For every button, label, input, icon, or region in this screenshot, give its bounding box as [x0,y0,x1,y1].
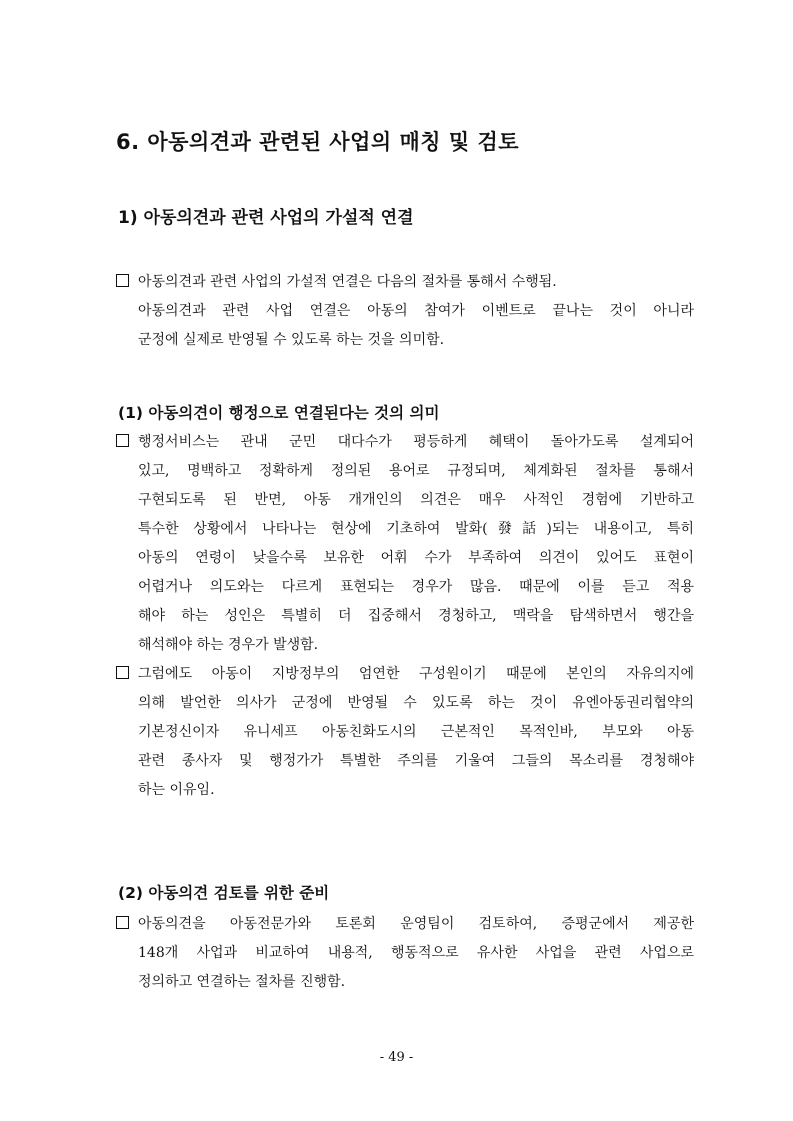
text-line: 정의하고 연결하는 절차를 진행함. [138,974,346,990]
text-line: 해야 하는 성인은 특별히 더 집중해서 경청하고, 맥락을 탐색하면서 행간을 [138,608,694,624]
checkbox-bullet-icon [116,274,129,287]
checkbox-bullet-icon [116,666,129,679]
text-line: 아동의 연령이 낮을수록 보유한 어휘 수가 부족하여 의견이 있어도 표현이 [138,550,694,566]
text-line: 그럼에도 아동이 지방정부의 엄연한 구성원이기 때문에 본인의 자유의지에 [116,660,694,689]
text-line: 아동의견과 관련 사업의 가설적 연결은 다음의 절차를 통해서 수행됨. [116,268,694,297]
text-line: 기본정신이자 유니세프 아동친화도시의 근본적인 목적인바, 부모와 아동 [138,724,694,740]
text-line: 어렵거나 의도와는 다르게 표현되는 경우가 많음. 때문에 이를 듣고 적용 [138,579,694,595]
subsection-heading-1: (1) 아동의견이 행정으로 연결된다는 것의 의미 [118,404,440,422]
text-line: 관련 종사자 및 행정가가 특별한 주의를 기울여 그들의 목소리를 경청해야 [138,753,694,769]
subsection1-paragraph-1 [116,428,694,660]
text-line: 아동의견을 아동전문가와 토론회 운영팀이 검토하여, 증평군에서 제공한 [116,910,694,939]
text-line: 148개 사업과 비교하여 내용적, 행동적으로 유사한 사업을 관련 사업으로 [138,945,694,961]
text-line: 하는 이유임. [138,782,215,798]
text-line: 있고, 명백하고 정확하게 정의된 용어로 규정되며, 체계화된 절차를 통해서 [138,463,694,479]
subsection2-paragraph-1 [116,910,694,997]
text-line: 해석해야 하는 경우가 발생함. [138,637,319,653]
main-heading: 6. 아동의견과 관련된 사업의 매칭 및 검토 [116,130,520,154]
section-heading-1: 1) 아동의견과 관련 사업의 가설적 연결 [118,208,414,228]
text-line: 행정서비스는 관내 군민 대다수가 평등하게 혜택이 돌아가도록 설계되어 [116,428,694,457]
text-line: 구현되도록 된 반면, 아동 개개인의 의견은 매우 사적인 경험에 기반하고 [138,492,694,508]
text-line: 군정에 실제로 반영될 수 있도록 하는 것을 의미함. [138,332,445,348]
subsection1-paragraph-2 [116,660,694,805]
text-line: 아동의견과 관련 사업 연결은 아동의 참여가 이벤트로 끝나는 것이 아니라 [138,303,694,319]
page-number: - 49 - [379,1050,414,1065]
section1-paragraph-1 [116,268,694,355]
text-line: 특수한 상황에서 나타나는 현상에 기초하여 발화(發話)되는 내용이고, 특히 [138,521,694,537]
checkbox-bullet-icon [116,434,129,447]
text-line: 의해 발언한 의사가 군정에 반영될 수 있도록 하는 것이 유엔아동권리협약의 [138,695,694,711]
subsection-heading-2: (2) 아동의견 검토를 위한 준비 [118,884,330,902]
checkbox-bullet-icon [116,916,129,929]
